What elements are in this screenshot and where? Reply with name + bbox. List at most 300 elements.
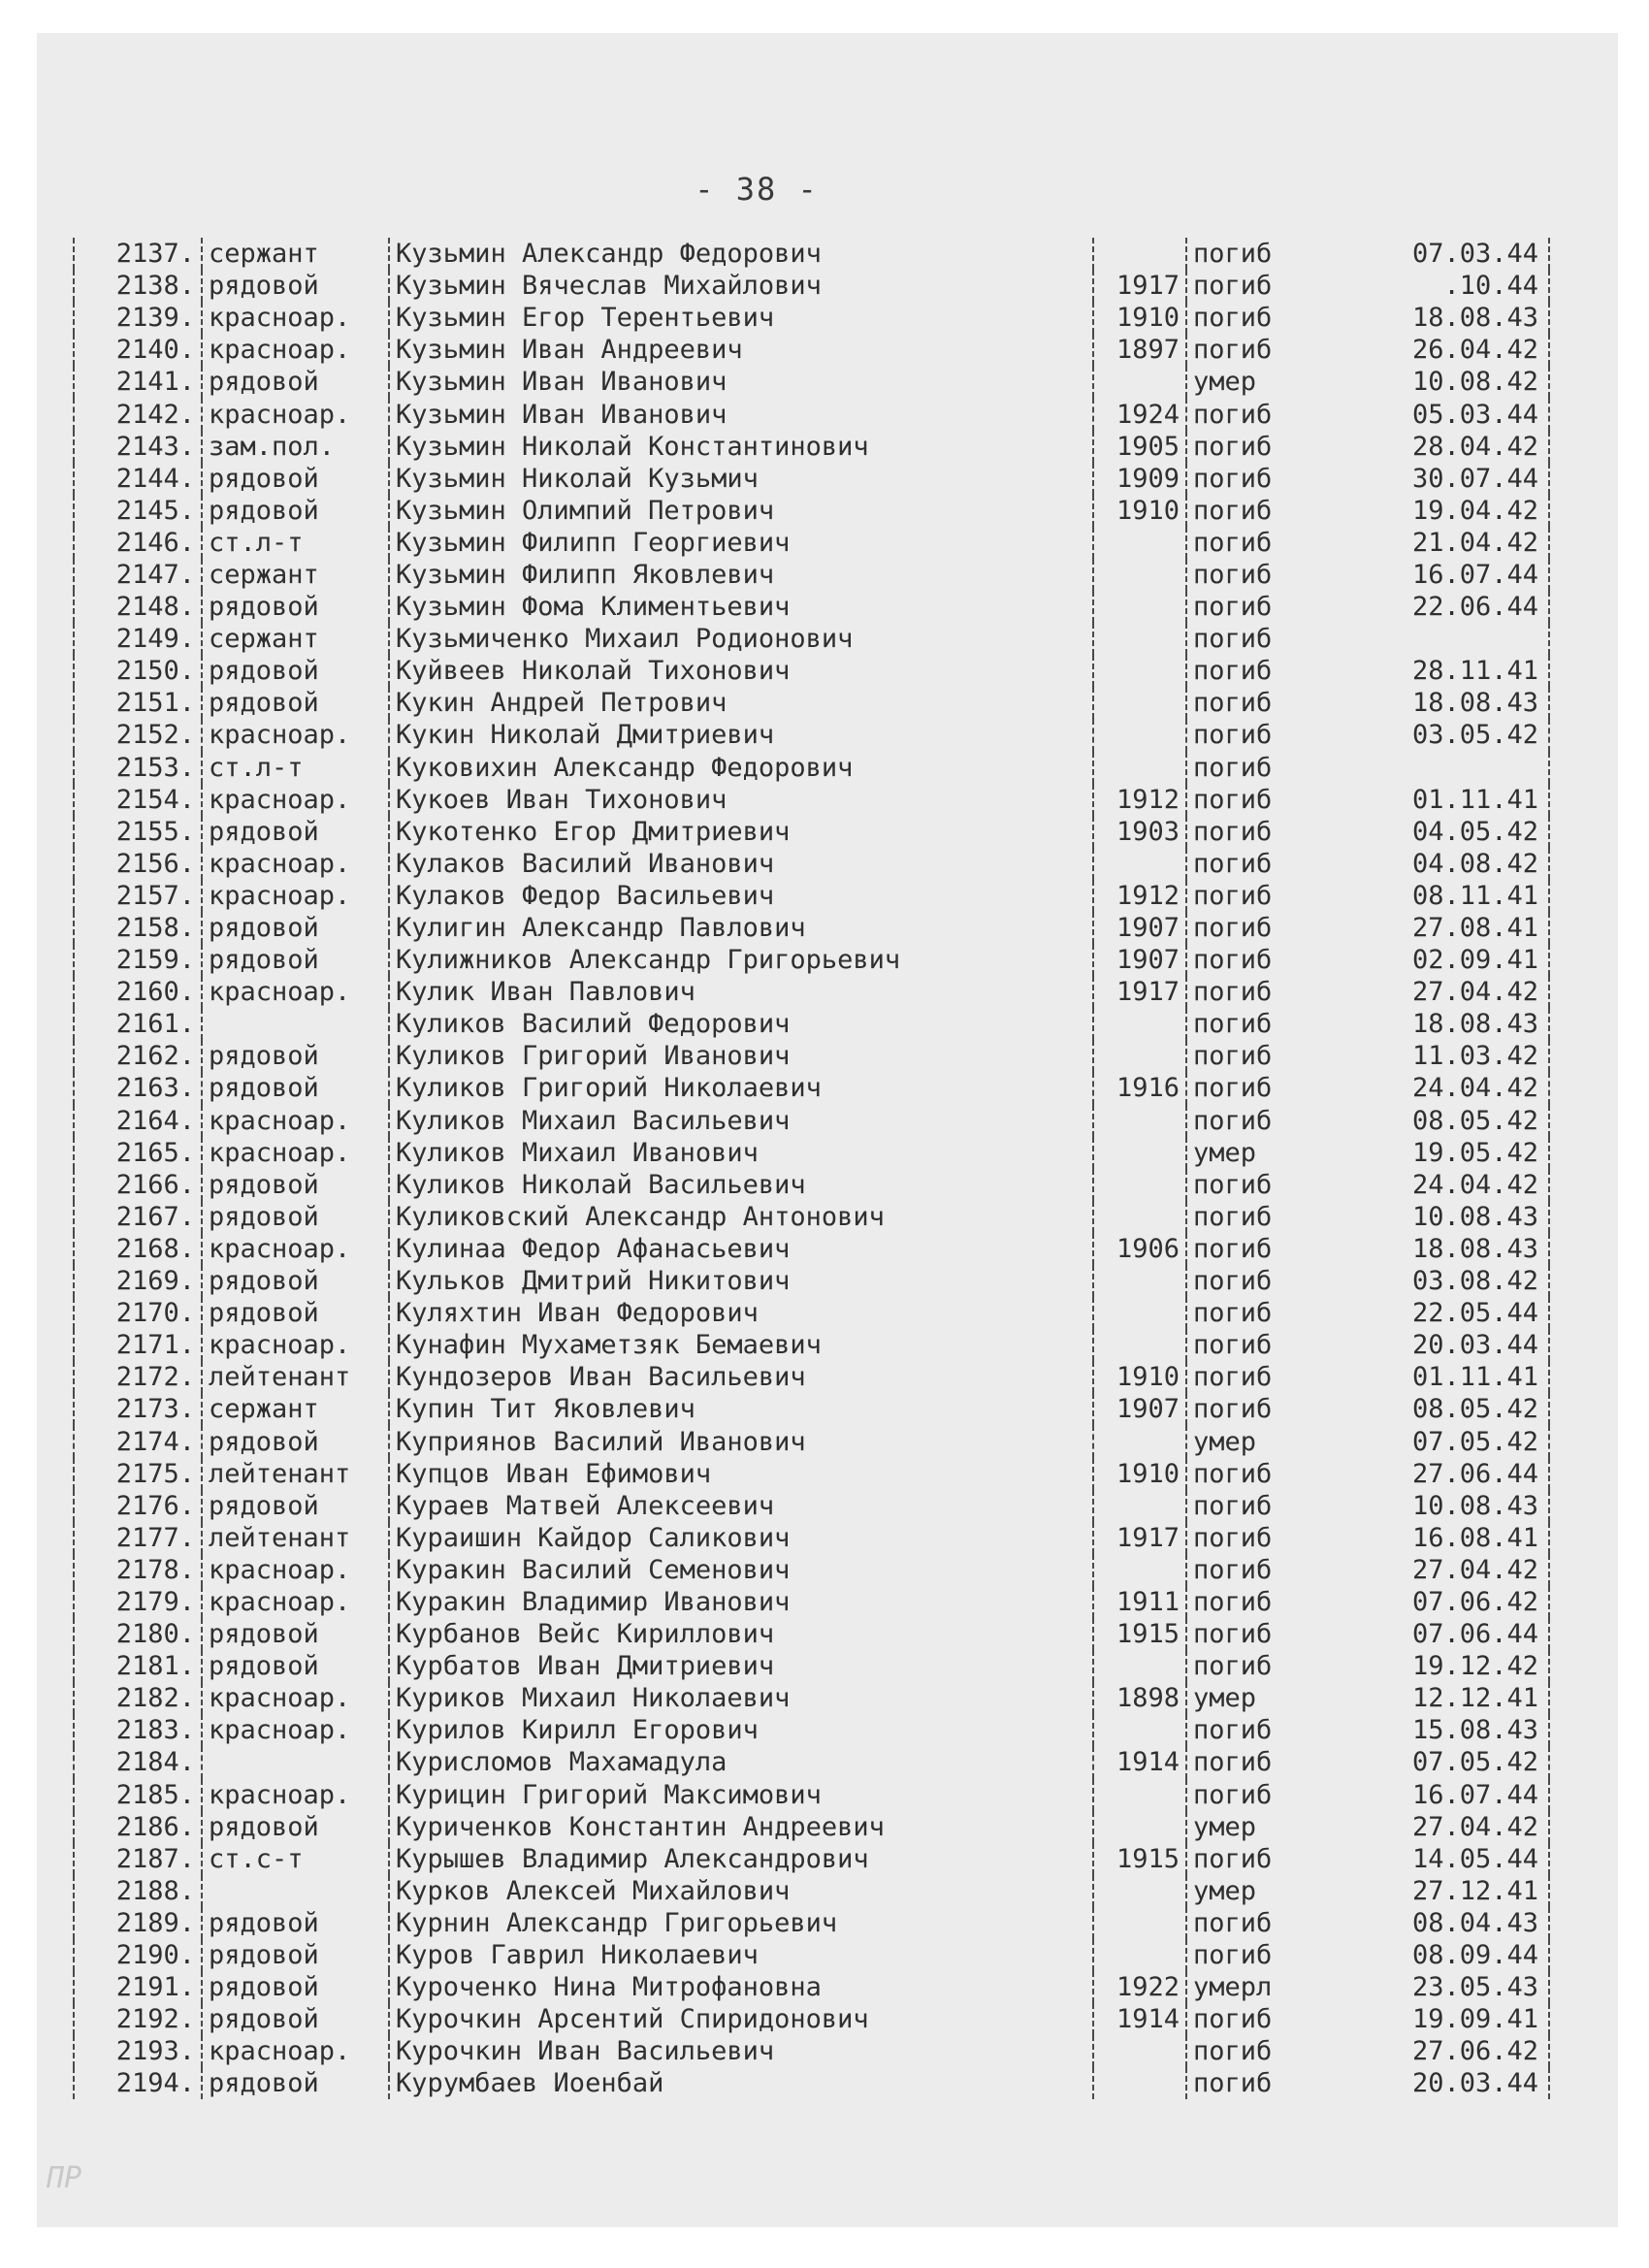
birth-year-cell <box>1093 1201 1186 1233</box>
date-of-death-cell: 28.11.41 <box>1329 655 1549 687</box>
birth-year-cell <box>1093 1329 1186 1361</box>
full-name-cell: Курышев Владимир Александрович <box>389 1843 1093 1875</box>
military-rank-cell: красноар. <box>202 880 389 912</box>
fate-status-cell: погиб <box>1186 463 1329 495</box>
date-of-death-cell: 07.03.44 <box>1329 238 1549 270</box>
fate-status-cell: умер <box>1186 1875 1329 1907</box>
full-name-cell: Куликов Григорий Иванович <box>389 1040 1093 1072</box>
full-name-cell: Кулик Иван Павлович <box>389 976 1093 1008</box>
military-rank-cell: лейтенант <box>202 1361 389 1393</box>
record-number-cell: 2166. <box>74 1169 202 1201</box>
margin-handwritten-mark: ПР <box>47 2161 82 2195</box>
date-of-death-cell: 01.11.41 <box>1329 1361 1549 1393</box>
date-of-death-cell: 30.07.44 <box>1329 463 1549 495</box>
table-row <box>74 1008 1549 1040</box>
fate-status-cell: погиб <box>1186 1008 1329 1040</box>
record-number-cell: 2143. <box>74 431 202 463</box>
date-of-death-cell: 19.09.41 <box>1329 2003 1549 2035</box>
full-name-cell: Кульков Дмитрий Никитович <box>389 1265 1093 1297</box>
table-row <box>74 655 1549 687</box>
full-name-cell: Кузьмин Олимпий Петрович <box>389 495 1093 527</box>
record-number-cell: 2154. <box>74 784 202 816</box>
date-of-death-cell: 08.11.41 <box>1329 880 1549 912</box>
date-of-death-cell: 03.05.42 <box>1329 719 1549 751</box>
record-number-cell: 2176. <box>74 1490 202 1522</box>
military-rank-cell: красноар. <box>202 1105 389 1137</box>
birth-year-cell <box>1093 623 1186 655</box>
military-rank-cell: рядовой <box>202 687 389 719</box>
record-number-cell: 2161. <box>74 1008 202 1040</box>
birth-year-cell: 1909 <box>1093 463 1186 495</box>
military-rank-cell: рядовой <box>202 2067 389 2099</box>
military-rank-cell: красноар. <box>202 2035 389 2067</box>
date-of-death-cell: 08.09.44 <box>1329 1939 1549 1971</box>
full-name-cell: Курков Алексей Михайлович <box>389 1875 1093 1907</box>
date-of-death-cell: 27.06.44 <box>1329 1458 1549 1490</box>
birth-year-cell <box>1093 719 1186 751</box>
table-row <box>74 1458 1549 1490</box>
fate-status-cell: умер <box>1186 1425 1329 1457</box>
military-rank-cell: рядовой <box>202 1425 389 1457</box>
record-number-cell: 2148. <box>74 591 202 623</box>
date-of-death-cell: 07.06.44 <box>1329 1618 1549 1650</box>
fate-status-cell: погиб <box>1186 238 1329 270</box>
military-rank-cell: лейтенант <box>202 1522 389 1554</box>
table-row <box>74 816 1549 848</box>
military-rank-cell: рядовой <box>202 1811 389 1843</box>
military-rank-cell: рядовой <box>202 463 389 495</box>
date-of-death-cell: 08.05.42 <box>1329 1105 1549 1137</box>
date-of-death-cell: 18.08.43 <box>1329 1008 1549 1040</box>
birth-year-cell: 1914 <box>1093 2003 1186 2035</box>
birth-year-cell <box>1093 1554 1186 1586</box>
birth-year-cell <box>1093 366 1186 398</box>
fate-status-cell: погиб <box>1186 398 1329 430</box>
fate-status-cell: погиб <box>1186 976 1329 1008</box>
fate-status-cell: погиб <box>1186 1393 1329 1425</box>
fate-status-cell: погиб <box>1186 2003 1329 2035</box>
full-name-cell: Куйвеев Николай Тихонович <box>389 655 1093 687</box>
military-rank-cell: рядовой <box>202 1971 389 2003</box>
full-name-cell: Кукин Николай Дмитриевич <box>389 719 1093 751</box>
fate-status-cell: погиб <box>1186 1522 1329 1554</box>
full-name-cell: Кураишин Кайдор Саликович <box>389 1522 1093 1554</box>
date-of-death-cell: 08.04.43 <box>1329 1907 1549 1939</box>
fate-status-cell: погиб <box>1186 1040 1329 1072</box>
date-of-death-cell: 04.08.42 <box>1329 848 1549 880</box>
full-name-cell: Кундозеров Иван Васильевич <box>389 1361 1093 1393</box>
birth-year-cell: 1905 <box>1093 431 1186 463</box>
record-number-cell: 2151. <box>74 687 202 719</box>
military-rank-cell: рядовой <box>202 1618 389 1650</box>
military-rank-cell: рядовой <box>202 816 389 848</box>
record-number-cell: 2142. <box>74 398 202 430</box>
full-name-cell: Куликов Николай Васильевич <box>389 1169 1093 1201</box>
table-row <box>74 848 1549 880</box>
fate-status-cell: погиб <box>1186 270 1329 302</box>
birth-year-cell: 1910 <box>1093 495 1186 527</box>
date-of-death-cell: 10.08.43 <box>1329 1201 1549 1233</box>
date-of-death-cell: 05.03.44 <box>1329 398 1549 430</box>
military-rank-cell: рядовой <box>202 270 389 302</box>
military-rank-cell: красноар. <box>202 1779 389 1811</box>
birth-year-cell <box>1093 1297 1186 1329</box>
date-of-death-cell: 16.08.41 <box>1329 1522 1549 1554</box>
military-rank-cell: рядовой <box>202 1040 389 1072</box>
date-of-death-cell: 19.04.42 <box>1329 495 1549 527</box>
fate-status-cell: умерл <box>1186 1971 1329 2003</box>
military-rank-cell: рядовой <box>202 2003 389 2035</box>
record-number-cell: 2177. <box>74 1522 202 1554</box>
fate-status-cell: погиб <box>1186 848 1329 880</box>
full-name-cell: Кузьмин Филипп Георгиевич <box>389 527 1093 559</box>
birth-year-cell <box>1093 1137 1186 1169</box>
table-row <box>74 1971 1549 2003</box>
table-row <box>74 1714 1549 1746</box>
record-number-cell: 2188. <box>74 1875 202 1907</box>
table-row <box>74 1843 1549 1875</box>
full-name-cell: Куликов Михаил Васильевич <box>389 1105 1093 1137</box>
military-rank-cell: рядовой <box>202 495 389 527</box>
table-row <box>74 1907 1549 1939</box>
record-number-cell: 2147. <box>74 559 202 591</box>
birth-year-cell: 1914 <box>1093 1746 1186 1778</box>
fate-status-cell: погиб <box>1186 334 1329 366</box>
record-number-cell: 2150. <box>74 655 202 687</box>
birth-year-cell <box>1093 1875 1186 1907</box>
birth-year-cell: 1917 <box>1093 1522 1186 1554</box>
birth-year-cell <box>1093 1907 1186 1939</box>
full-name-cell: Куковихин Александр Федорович <box>389 752 1093 784</box>
table-row <box>74 1361 1549 1393</box>
record-number-cell: 2180. <box>74 1618 202 1650</box>
birth-year-cell <box>1093 527 1186 559</box>
birth-year-cell: 1924 <box>1093 398 1186 430</box>
date-of-death-cell: 12.12.41 <box>1329 1682 1549 1714</box>
date-of-death-cell: 08.05.42 <box>1329 1393 1549 1425</box>
fate-status-cell: погиб <box>1186 784 1329 816</box>
fate-status-cell: погиб <box>1186 719 1329 751</box>
record-number-cell: 2156. <box>74 848 202 880</box>
birth-year-cell: 1917 <box>1093 976 1186 1008</box>
table-row <box>74 1746 1549 1778</box>
birth-year-cell: 1915 <box>1093 1843 1186 1875</box>
fate-status-cell: погиб <box>1186 2067 1329 2099</box>
military-rank-cell <box>202 1008 389 1040</box>
record-number-cell: 2189. <box>74 1907 202 1939</box>
fate-status-cell: погиб <box>1186 655 1329 687</box>
record-number-cell: 2145. <box>74 495 202 527</box>
full-name-cell: Кукотенко Егор Дмитриевич <box>389 816 1093 848</box>
birth-year-cell: 1907 <box>1093 944 1186 976</box>
record-number-cell: 2186. <box>74 1811 202 1843</box>
date-of-death-cell: 19.05.42 <box>1329 1137 1549 1169</box>
military-rank-cell: сержант <box>202 559 389 591</box>
fate-status-cell: погиб <box>1186 495 1329 527</box>
record-number-cell: 2144. <box>74 463 202 495</box>
record-number-cell: 2169. <box>74 1265 202 1297</box>
full-name-cell: Куракин Василий Семенович <box>389 1554 1093 1586</box>
birth-year-cell: 1910 <box>1093 302 1186 334</box>
birth-year-cell <box>1093 238 1186 270</box>
record-number-cell: 2152. <box>74 719 202 751</box>
fate-status-cell: погиб <box>1186 944 1329 976</box>
date-of-death-cell: 16.07.44 <box>1329 559 1549 591</box>
table-row <box>74 1554 1549 1586</box>
military-rank-cell: красноар. <box>202 302 389 334</box>
table-row <box>74 270 1549 302</box>
date-of-death-cell: 26.04.42 <box>1329 334 1549 366</box>
record-number-cell: 2185. <box>74 1779 202 1811</box>
full-name-cell: Купцов Иван Ефимович <box>389 1458 1093 1490</box>
record-number-cell: 2173. <box>74 1393 202 1425</box>
date-of-death-cell: 28.04.42 <box>1329 431 1549 463</box>
birth-year-cell <box>1093 1040 1186 1072</box>
table-row <box>74 1650 1549 1682</box>
military-rank-cell: сержант <box>202 623 389 655</box>
military-rank-cell: красноар. <box>202 1233 389 1265</box>
military-rank-cell: рядовой <box>202 1297 389 1329</box>
full-name-cell: Куляхтин Иван Федорович <box>389 1297 1093 1329</box>
date-of-death-cell: 27.08.41 <box>1329 912 1549 944</box>
date-of-death-cell: 10.08.43 <box>1329 1490 1549 1522</box>
fate-status-cell: погиб <box>1186 1329 1329 1361</box>
military-rank-cell: красноар. <box>202 719 389 751</box>
table-row <box>74 559 1549 591</box>
full-name-cell: Курилов Кирилл Егорович <box>389 1714 1093 1746</box>
table-row <box>74 591 1549 623</box>
date-of-death-cell: 07.06.42 <box>1329 1586 1549 1618</box>
full-name-cell: Курнин Александр Григорьевич <box>389 1907 1093 1939</box>
table-row <box>74 1233 1549 1265</box>
birth-year-cell: 1912 <box>1093 880 1186 912</box>
military-rank-cell: ст.л-т <box>202 527 389 559</box>
table-row <box>74 495 1549 527</box>
full-name-cell: Кузьмин Иван Иванович <box>389 398 1093 430</box>
record-number-cell: 2171. <box>74 1329 202 1361</box>
table-row <box>74 1201 1549 1233</box>
date-of-death-cell: 27.04.42 <box>1329 1811 1549 1843</box>
full-name-cell: Кузьмин Александр Федорович <box>389 238 1093 270</box>
military-rank-cell: рядовой <box>202 1907 389 1939</box>
table-row <box>74 1329 1549 1361</box>
military-rank-cell: ст.с-т <box>202 1843 389 1875</box>
military-rank-cell: рядовой <box>202 655 389 687</box>
record-number-cell: 2184. <box>74 1746 202 1778</box>
record-number-cell: 2160. <box>74 976 202 1008</box>
record-number-cell: 2153. <box>74 752 202 784</box>
full-name-cell: Кузьмин Иван Андреевич <box>389 334 1093 366</box>
fate-status-cell: погиб <box>1186 1169 1329 1201</box>
fate-status-cell: погиб <box>1186 1458 1329 1490</box>
record-number-cell: 2167. <box>74 1201 202 1233</box>
date-of-death-cell: 04.05.42 <box>1329 816 1549 848</box>
fate-status-cell: погиб <box>1186 912 1329 944</box>
date-of-death-cell: 27.06.42 <box>1329 2035 1549 2067</box>
fate-status-cell: погиб <box>1186 1746 1329 1778</box>
table-row <box>74 1779 1549 1811</box>
fate-status-cell: погиб <box>1186 1939 1329 1971</box>
birth-year-cell: 1898 <box>1093 1682 1186 1714</box>
record-number-cell: 2146. <box>74 527 202 559</box>
birth-year-cell <box>1093 2067 1186 2099</box>
fate-status-cell: погиб <box>1186 1233 1329 1265</box>
military-rank-cell: красноар. <box>202 398 389 430</box>
record-number-cell: 2164. <box>74 1105 202 1137</box>
table-row <box>74 1072 1549 1104</box>
record-number-cell: 2163. <box>74 1072 202 1104</box>
table-row <box>74 1618 1549 1650</box>
record-number-cell: 2140. <box>74 334 202 366</box>
record-number-cell: 2138. <box>74 270 202 302</box>
record-number-cell: 2187. <box>74 1843 202 1875</box>
table-row <box>74 880 1549 912</box>
date-of-death-cell <box>1329 623 1549 655</box>
military-rank-cell: красноар. <box>202 784 389 816</box>
date-of-death-cell: 22.05.44 <box>1329 1297 1549 1329</box>
table-row <box>74 1425 1549 1457</box>
birth-year-cell <box>1093 1490 1186 1522</box>
record-number-cell: 2183. <box>74 1714 202 1746</box>
date-of-death-cell: 27.12.41 <box>1329 1875 1549 1907</box>
full-name-cell: Кузьмин Егор Терентьевич <box>389 302 1093 334</box>
table-row <box>74 2067 1549 2099</box>
record-number-cell: 2159. <box>74 944 202 976</box>
date-of-death-cell: 27.04.42 <box>1329 976 1549 1008</box>
military-rank-cell: красноар. <box>202 848 389 880</box>
military-rank-cell: красноар. <box>202 1329 389 1361</box>
date-of-death-cell: 18.08.43 <box>1329 687 1549 719</box>
table-row <box>74 398 1549 430</box>
table-row <box>74 1522 1549 1554</box>
record-number-cell: 2181. <box>74 1650 202 1682</box>
birth-year-cell <box>1093 2035 1186 2067</box>
full-name-cell: Кунафин Мухаметзяк Бемаевич <box>389 1329 1093 1361</box>
full-name-cell: Кураев Матвей Алексеевич <box>389 1490 1093 1522</box>
military-rank-cell: рядовой <box>202 1072 389 1104</box>
table-row <box>74 1682 1549 1714</box>
full-name-cell: Кулигин Александр Павлович <box>389 912 1093 944</box>
table-row <box>74 1137 1549 1169</box>
table-row <box>74 527 1549 559</box>
full-name-cell: Куракин Владимир Иванович <box>389 1586 1093 1618</box>
date-of-death-cell: .10.44 <box>1329 270 1549 302</box>
record-number-cell: 2165. <box>74 1137 202 1169</box>
record-number-cell: 2155. <box>74 816 202 848</box>
military-rank-cell: рядовой <box>202 1201 389 1233</box>
full-name-cell: Кузьмин Фома Климентьевич <box>389 591 1093 623</box>
date-of-death-cell: 22.06.44 <box>1329 591 1549 623</box>
military-rank-cell: красноар. <box>202 976 389 1008</box>
birth-year-cell: 1897 <box>1093 334 1186 366</box>
military-rank-cell <box>202 1746 389 1778</box>
birth-year-cell: 1906 <box>1093 1233 1186 1265</box>
record-number-cell: 2139. <box>74 302 202 334</box>
birth-year-cell <box>1093 1779 1186 1811</box>
table-row <box>74 1040 1549 1072</box>
fate-status-cell: погиб <box>1186 1586 1329 1618</box>
birth-year-cell <box>1093 591 1186 623</box>
fate-status-cell: погиб <box>1186 1201 1329 1233</box>
table-row <box>74 302 1549 334</box>
fate-status-cell: погиб <box>1186 591 1329 623</box>
full-name-cell: Кузьмин Иван Иванович <box>389 366 1093 398</box>
military-rank-cell: рядовой <box>202 944 389 976</box>
table-row <box>74 944 1549 976</box>
date-of-death-cell: 07.05.42 <box>1329 1425 1549 1457</box>
date-of-death-cell: 27.04.42 <box>1329 1554 1549 1586</box>
military-rank-cell: зам.пол. <box>202 431 389 463</box>
birth-year-cell <box>1093 848 1186 880</box>
birth-year-cell: 1907 <box>1093 912 1186 944</box>
date-of-death-cell: 03.08.42 <box>1329 1265 1549 1297</box>
birth-year-cell <box>1093 1714 1186 1746</box>
date-of-death-cell: 16.07.44 <box>1329 1779 1549 1811</box>
fate-status-cell: погиб <box>1186 880 1329 912</box>
full-name-cell: Куприянов Василий Иванович <box>389 1425 1093 1457</box>
military-rank-cell: красноар. <box>202 1586 389 1618</box>
table-row <box>74 1490 1549 1522</box>
fate-status-cell: погиб <box>1186 527 1329 559</box>
table-row <box>74 1875 1549 1907</box>
table-row <box>74 431 1549 463</box>
table-row <box>74 2035 1549 2067</box>
table-row <box>74 784 1549 816</box>
fate-status-cell: погиб <box>1186 1618 1329 1650</box>
full-name-cell: Курицин Григорий Максимович <box>389 1779 1093 1811</box>
date-of-death-cell: 18.08.43 <box>1329 1233 1549 1265</box>
military-rank-cell: сержант <box>202 1393 389 1425</box>
record-number-cell: 2194. <box>74 2067 202 2099</box>
fate-status-cell: умер <box>1186 1137 1329 1169</box>
date-of-death-cell: 21.04.42 <box>1329 527 1549 559</box>
full-name-cell: Кукоев Иван Тихонович <box>389 784 1093 816</box>
birth-year-cell: 1917 <box>1093 270 1186 302</box>
date-of-death-cell: 07.05.42 <box>1329 1746 1549 1778</box>
casualty-list-body <box>74 238 1549 2099</box>
full-name-cell: Куликов Григорий Николаевич <box>389 1072 1093 1104</box>
fate-status-cell: погиб <box>1186 1297 1329 1329</box>
birth-year-cell: 1903 <box>1093 816 1186 848</box>
record-number-cell: 2174. <box>74 1425 202 1457</box>
fate-status-cell: погиб <box>1186 559 1329 591</box>
birth-year-cell: 1911 <box>1093 1586 1186 1618</box>
table-row <box>74 1939 1549 1971</box>
full-name-cell: Курочкин Иван Васильевич <box>389 2035 1093 2067</box>
table-row <box>74 1265 1549 1297</box>
record-number-cell: 2182. <box>74 1682 202 1714</box>
table-row <box>74 752 1549 784</box>
table-row <box>74 1586 1549 1618</box>
birth-year-cell <box>1093 1008 1186 1040</box>
date-of-death-cell: 15.08.43 <box>1329 1714 1549 1746</box>
military-rank-cell: красноар. <box>202 1137 389 1169</box>
full-name-cell: Кулаков Василий Иванович <box>389 848 1093 880</box>
military-rank-cell: красноар. <box>202 334 389 366</box>
record-number-cell: 2190. <box>74 1939 202 1971</box>
date-of-death-cell: 10.08.42 <box>1329 366 1549 398</box>
date-of-death-cell: 20.03.44 <box>1329 1329 1549 1361</box>
fate-status-cell: погиб <box>1186 2035 1329 2067</box>
date-of-death-cell <box>1329 752 1549 784</box>
fate-status-cell: погиб <box>1186 752 1329 784</box>
full-name-cell: Кузьмин Вячеслав Михайлович <box>389 270 1093 302</box>
full-name-cell: Куликовский Александр Антонович <box>389 1201 1093 1233</box>
military-rank-cell: красноар. <box>202 1714 389 1746</box>
fate-status-cell: погиб <box>1186 1072 1329 1104</box>
birth-year-cell <box>1093 752 1186 784</box>
record-number-cell: 2191. <box>74 1971 202 2003</box>
